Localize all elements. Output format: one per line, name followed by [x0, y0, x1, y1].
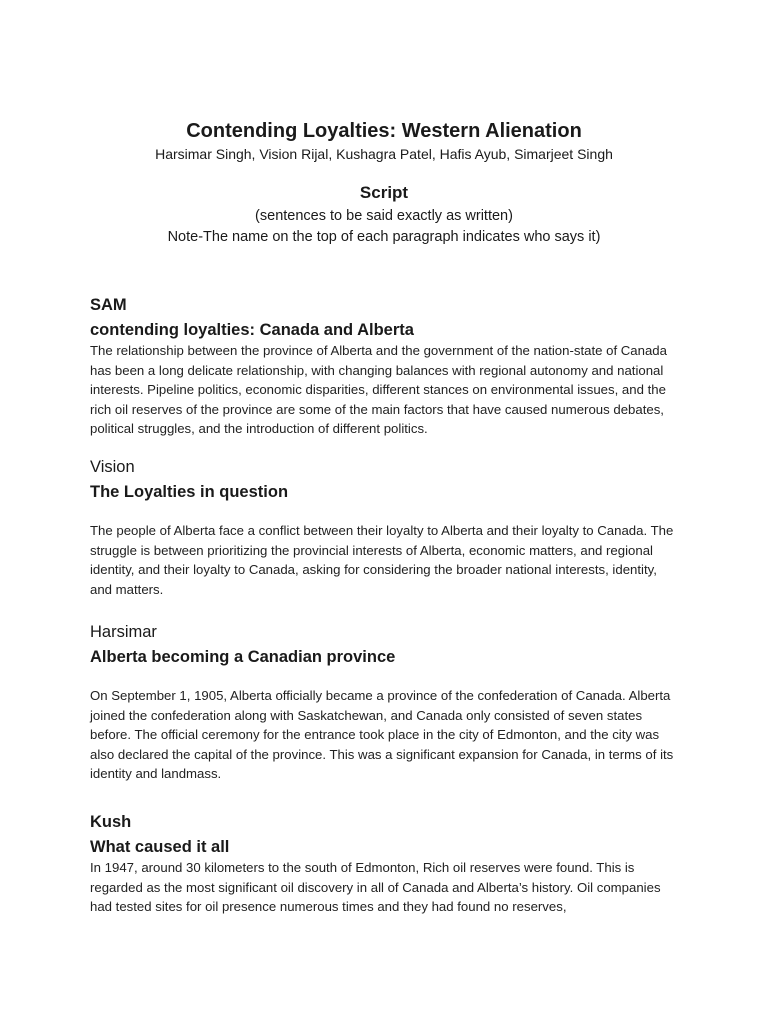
speaker-name: SAM — [90, 296, 127, 314]
speaker-name: Vision — [90, 458, 135, 476]
script-subtitle: (sentences to be said exactly as written) — [255, 208, 513, 224]
script-note: Note-The name on the top of each paragraph indicates who says it) — [167, 229, 601, 245]
speaker-name: Kush — [90, 813, 132, 831]
section-paragraph: The people of Alberta face a conflict between their loyalty to Alberta and their loyalty to Canada. The struggle is between prioritizing the provincial interests of Alberta, economic matters, and regional identity, and their loyalty to Canada, asking for considering the broader national interests, identity, and matters. — [90, 523, 674, 597]
section-heading: contending loyalties: Canada and Alberta — [90, 321, 414, 339]
document-title: Contending Loyalties: Western Alienation — [186, 120, 582, 142]
section-sam — [90, 294, 680, 439]
section-paragraph: The relationship between the province of Alberta and the government of the nation-state of Canada has been a long delicate relationship, with changing balances with regional autonomy and national interests. Pipeline politics, economic disparities, different stances on environmental issues, and the rich oil reserves of the province are some of the main factors that have caused numerous debates, political struggles, and the introduction of different politics. — [90, 343, 667, 436]
section-vision — [90, 456, 680, 599]
section-heading: The Loyalties in question — [90, 483, 289, 501]
script-heading: Script — [359, 183, 409, 202]
section-heading: What caused it all — [90, 838, 230, 856]
section-paragraph: In 1947, around 30 kilometers to the south of Edmonton, Rich oil reserves were found. This is regarded as the most significant oil discovery in all of Canada and Alberta’s history. Oil companies had tested sites for oil presence numerous times and they had found no reserves, — [90, 860, 661, 914]
section-kush — [90, 811, 680, 917]
authors-line: Harsimar Singh, Vision Rijal, Kushagra Patel, Hafis Ayub, Simarjeet Singh — [155, 146, 613, 162]
speaker-name: Harsimar — [90, 623, 157, 641]
section-heading: Alberta becoming a Canadian province — [90, 648, 396, 666]
section-harsimar — [90, 621, 680, 784]
section-paragraph: On September 1, 1905, Alberta officially became a province of the confederation of Canada. Alberta joined the confederation along with Saskatchewan, and Canada only consisted of seven states before. The official ceremony for the entrance took place in the city of Edmonton, and the city was also declared the capital of the province. This was a significant expansion for Canada, in terms of its identity and landmass. — [90, 688, 674, 781]
